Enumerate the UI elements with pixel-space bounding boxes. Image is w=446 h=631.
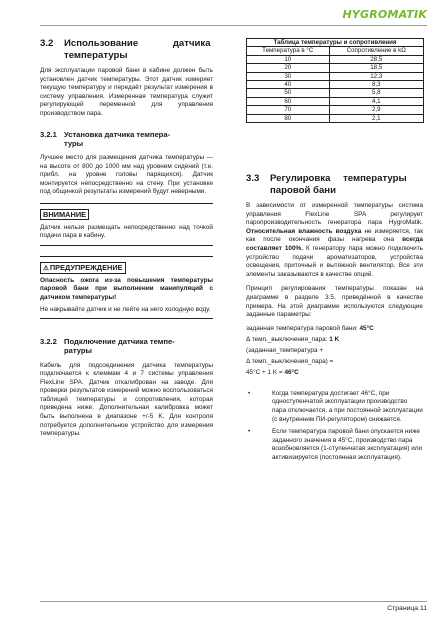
section-3-3-heading: 3.3 Регулировка температуры паровой бани: [246, 173, 407, 196]
page-number: Страница 11: [387, 605, 427, 612]
section-3-3-principle: Принцип регулирования температуры показан на диаграмме в разделе 3.5, приведённой в качестве примера. На этой диаграмме используются следующие заданные параметры:: [246, 285, 423, 319]
header-rule: [40, 25, 427, 26]
section-3-2-2-heading: 3.2.2 Подключение датчика темпе- ратуры: [40, 337, 175, 356]
section-3-2-2-body: Кабель для подсоединения датчика температуры подключается к клеммам 4 и 7 системы управления FlexLine SPA. Датчик откалиброван на заводе. Для проверки результатов измерений можно воспользоваться таблицей температуры и сопротивления, которая приведена ниже. Дополнительная калибровка может быть выполнена в диапазоне +/-5 K. Для контроля потребуется дополнительное устройство для измерения температуры.: [40, 361, 213, 438]
list-item: • Когда температура достигает 46°C, при одноступенчатой эксплуатации производство пара отключается, а при постоянной эксплуатации (с внутренним ПИ-регулятором) снижается.: [248, 389, 423, 423]
attention-divider: [40, 203, 213, 204]
attention-label: ВНИМАНИЕ: [40, 209, 89, 220]
list-item: • Если температура паровой бани опускается ниже заданного значения в 45°C, производство пара возобновляется (1-ступенчатая эксплуатация) или активизируется (постоянная эксплуатация).: [248, 428, 423, 461]
table-row: 10 28,5: [247, 55, 424, 63]
right-column: [246, 38, 423, 463]
section-3-2-body: Для эксплуатации паровой бани в кабине должен быть установлен датчик температуры. Этот датчик измеряет текущую температуру и передаёт результат измерения в систему управления. Измеренная температура служит регулирующей переменной для управления производством пара.: [40, 67, 213, 117]
bullet-icon: •: [248, 428, 251, 436]
table-row: 80 2,1: [247, 114, 424, 122]
attention-text: Датчик нельзя размещать непосредственно над точкой подачи пара в кабину.: [40, 223, 213, 240]
attention-end-divider: [40, 245, 213, 246]
section-3-2-1-heading: 3.2.1 Установка датчика темпера- туры: [40, 129, 171, 148]
table-header-temperature: Температура в °C: [247, 47, 330, 55]
table-row: 50 5,8: [247, 89, 424, 97]
table-row: 20 18,5: [247, 64, 424, 72]
section-3-2-1-body: Лучшее место для размещения датчика температуры — на высоте от 800 до 1000 мм над уровнем сидений (т.е. прибл. на уровне головы парящихся). Датчик монтируется непосредственно на стену. При установке под общинкой результаты измерений будут неверными.: [40, 153, 213, 196]
warning-bold-text: Опасность ожога из-за повышения температуры паровой бани при выполнении манипуляций с датчиком температуры!: [40, 276, 213, 301]
temperature-resistance-table: [246, 38, 424, 123]
table-row: 70 2,9: [247, 106, 424, 114]
warning-text: Не накрывайте датчик и не лейте на него холодную воду.: [40, 305, 211, 313]
table-row: 40 8,3: [247, 81, 424, 89]
warning-label: ⚠ПРЕДУПРЕЖДЕНИЕ: [40, 262, 126, 274]
table-row: 30 12,3: [247, 72, 424, 80]
table-header-resistance: Сопротивление в kΩ: [329, 47, 423, 55]
hygromatik-logo: HYGROMATIK: [342, 8, 427, 21]
left-column: [40, 38, 213, 439]
warning-divider: [40, 256, 213, 257]
bullet-icon: •: [248, 389, 251, 397]
footer-rule: [40, 601, 427, 602]
table-row: 60 4,1: [247, 97, 424, 105]
bullet-list: [246, 390, 423, 463]
section-3-2-heading: 3.2 Использование датчика температуры: [40, 38, 211, 61]
table-caption: Таблица температуры и сопротивления: [247, 39, 424, 47]
section-3-3-body: В зависимости от измеренной температуры система управления FlexLine SPA регулирует паропроизводительность генератора пара HygroMatik. Относительная влажность воздуха не измеряется, так как после окончания фазы нагрева она всегда составляет 100%. К генератору пара можно подключить устройство подачи ароматизаторов, устройства освещения, приточный и вытяжной вентилятор. Все эти элементы заказываются в качестве опций.: [246, 202, 423, 278]
formula-block: заданная температура паровой бани: 45°C Δ темп._выключения_пара: 1 K (заданная_температура + Δ темп._выключения_пара) = 45°C + 1 K = 46°C: [246, 324, 374, 376]
warning-triangle-icon: ⚠: [43, 264, 49, 272]
